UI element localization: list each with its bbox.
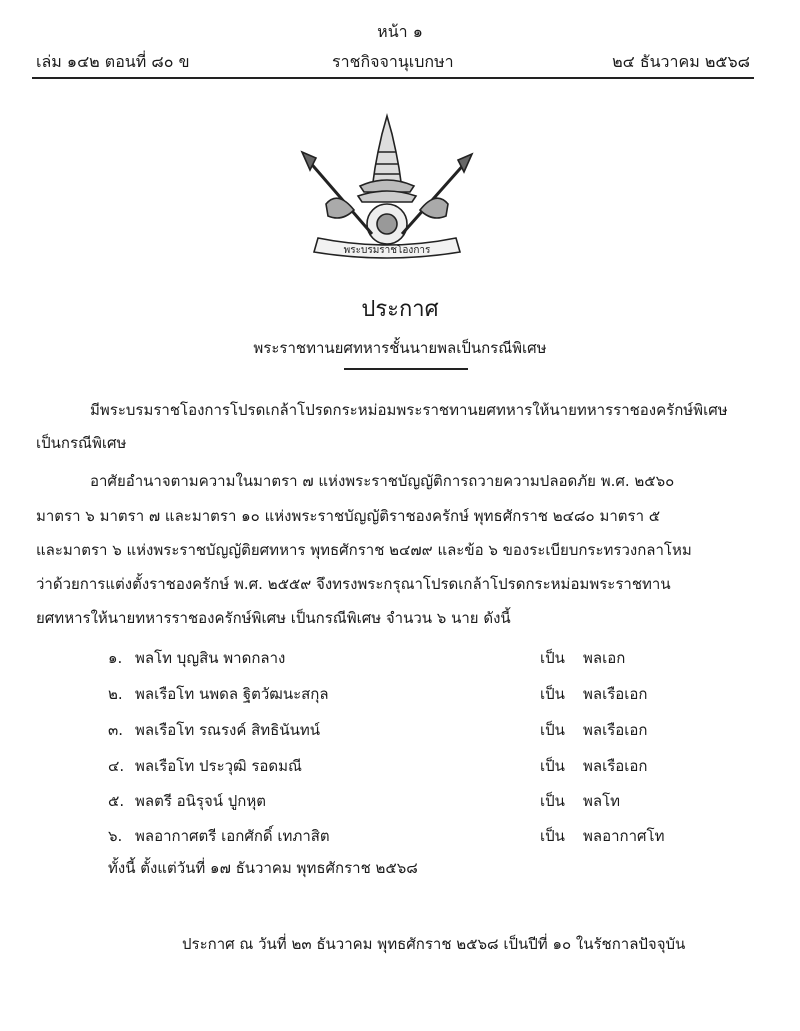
gazette-date: ๒๔ ธันวาคม ๒๕๖๘ — [612, 52, 750, 71]
gazette-name: ราชกิจจานุเบกษา — [332, 52, 454, 71]
announcement-subtitle: พระราชทานยศทหารชั้นนายพลเป็นกรณีพิเศษ — [253, 339, 547, 357]
item-number: ๒. — [108, 685, 123, 703]
item-connector: เป็น — [540, 827, 565, 845]
paragraph-2-line-2: มาตรา ๖ มาตรา ๗ และมาตรา ๑๐ แห่งพระราชบัญญัติราชองครักษ์ พุทธศักราช ๒๔๘๐ มาตรา ๕ — [36, 507, 661, 525]
paragraph-2-line-5: ยศทหารให้นายทหารราชองครักษ์พิเศษ เป็นกรณีพิเศษ จำนวน ๖ นาย ดังนี้ — [36, 609, 511, 627]
item-number: ๓. — [108, 721, 124, 739]
officer-name: พลเรือโท นพดล ฐิตวัฒนะสกุล — [135, 685, 329, 703]
gazette-header — [36, 50, 750, 74]
item-connector: เป็น — [540, 721, 565, 739]
item-number: ๔. — [108, 757, 125, 775]
list-item — [0, 789, 800, 813]
effective-date-line: ทั้งนี้ ตั้งแต่วันที่ ๑๗ ธันวาคม พุทธศักราช ๒๕๖๘ — [108, 859, 418, 877]
page-number: หน้า ๑ — [377, 22, 423, 41]
officer-name: พลเรือโท รณรงค์ สิทธินันทน์ — [135, 721, 320, 739]
announcement-title: ประกาศ — [361, 297, 439, 322]
royal-emblem-icon — [298, 112, 476, 264]
new-rank: พลเรือเอก — [583, 721, 648, 739]
item-number: ๖. — [108, 827, 123, 845]
new-rank: พลโท — [583, 792, 621, 810]
paragraph-2-line-3: และมาตรา ๖ แห่งพระราชบัญญัติยศทหาร พุทธศักราช ๒๔๗๙ และข้อ ๖ ของระเบียบกระทรวงกลาโหม — [36, 541, 692, 559]
svg-text:พระบรมราชโองการ: พระบรมราชโองการ — [343, 245, 431, 256]
closing-line: ประกาศ ณ วันที่ ๒๓ ธันวาคม พุทธศักราช ๒๕๖๘ เป็นปีที่ ๑๐ ในรัชกาลปัจจุบัน — [182, 935, 686, 953]
new-rank: พลอากาศโท — [583, 827, 665, 845]
new-rank: พลเรือเอก — [583, 757, 648, 775]
item-connector: เป็น — [540, 792, 565, 810]
new-rank: พลเอก — [583, 649, 626, 667]
title-divider — [344, 368, 468, 370]
item-connector: เป็น — [540, 649, 565, 667]
list-item — [0, 682, 800, 706]
officer-name: พลเรือโท ประวุฒิ รอดมณี — [135, 757, 302, 775]
item-connector: เป็น — [540, 757, 565, 775]
list-item — [0, 646, 800, 670]
officer-name: พลตรี อนิรุจน์ ปูกหุต — [135, 792, 267, 810]
paragraph-2-line-1: อาศัยอำนาจตามความในมาตรา ๗ แห่งพระราชบัญญัติการถวายความปลอดภัย พ.ศ. ๒๕๖๐ — [90, 472, 675, 490]
list-item — [0, 824, 800, 848]
header-divider — [32, 77, 754, 79]
item-number: ๕. — [108, 792, 125, 810]
paragraph-2-line-4: ว่าด้วยการแต่งตั้งราชองครักษ์ พ.ศ. ๒๕๕๙ จึงทรงพระกรุณาโปรดเกล้าโปรดกระหม่อมพระราชทาน — [36, 575, 671, 593]
new-rank: พลเรือเอก — [583, 685, 648, 703]
list-item — [0, 718, 800, 742]
item-connector: เป็น — [540, 685, 565, 703]
officer-name: พลอากาศตรี เอกศักดิ์ เทภาสิต — [135, 827, 330, 845]
paragraph-1-line-1: มีพระบรมราชโองการโปรดเกล้าโปรดกระหม่อมพระราชทานยศทหารให้นายทหารราชองครักษ์พิเศษ — [90, 401, 728, 419]
paragraph-1-line-2: เป็นกรณีพิเศษ — [36, 434, 127, 452]
list-item — [0, 754, 800, 778]
officer-name: พลโท บุญสิน พาดกลาง — [135, 649, 286, 667]
item-number: ๑. — [108, 649, 123, 667]
volume-issue: เล่ม ๑๔๒ ตอนที่ ๘๐ ข — [36, 52, 190, 71]
